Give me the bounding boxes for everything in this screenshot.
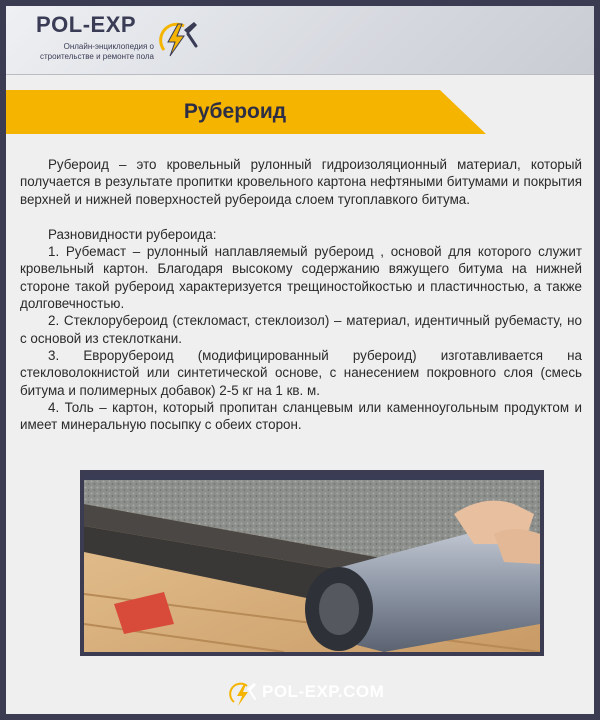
list-item: 4. Толь – картон, который пропитан сланцевым или каменноугольным продуктом и имеет минеральную посыпку с обеих сторон. <box>20 399 582 433</box>
photo-illustration <box>84 474 540 652</box>
brand-name: POL-EXP <box>36 12 137 37</box>
footer-site-url[interactable]: POL-EXP.COM <box>262 682 385 701</box>
roll-roofing-photo <box>80 470 544 656</box>
site-header <box>6 6 594 75</box>
list-item: 3. Еврорубероид (модифицированный рубероид) изготавливается на стекловолокнистой или синтетической основе, с нанесением покровного слоя (смесь битума и полимерных добавок) 2-5 кг на 1 кв. м. <box>20 347 582 398</box>
bolt-hammer-wrench-icon <box>154 16 200 62</box>
list-item: 1. Рубемаст – рулонный наплавляемый рубероид , основой для которого служит кровельный картон. Благодаря высокому содержанию вяжущего битума на нижней стороне такой рубероид характеризуется трещиностойкостью и пластичностью, а также долговечностью. <box>20 244 582 312</box>
intro-paragraph: Рубероид – это кровельный рулонный гидроизоляционный материал, который получается в результате пропитки кровельного картона нефтяными битумами и покрытия верхней и нижней поверхностей рубероида слоем тугоплавкого битума. <box>20 157 582 207</box>
bolt-hammer-wrench-icon <box>228 680 258 708</box>
title-banner <box>6 90 486 134</box>
article-body <box>20 156 582 433</box>
page-card <box>6 6 594 714</box>
list-heading: Разновидности рубероида: <box>48 226 217 242</box>
page-title: Рубероид <box>183 100 287 123</box>
site-footer <box>6 672 594 714</box>
brand-tagline: Онлайн-энциклопедия о строительстве и ремонте пола <box>39 42 154 61</box>
list-item: 2. Стеклорубероид (стекломаст, стеклоизол) – материал, идентичный рубемасту, но с основой из стеклоткани. <box>20 313 582 346</box>
